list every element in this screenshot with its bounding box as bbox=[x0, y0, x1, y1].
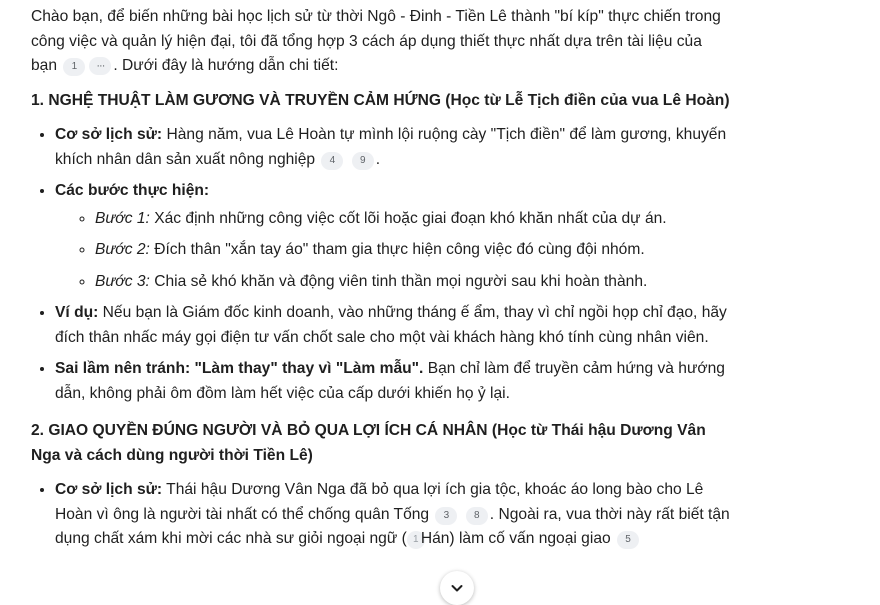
list-item-example bbox=[55, 301, 731, 350]
citation-chip[interactable]: 4 bbox=[321, 152, 343, 170]
bullet-text: Thái hậu Dương Vân Nga đã bỏ qua lợi ích gia tộc, khoác áo long bào cho Lê Hoàn vì ông là người tài nhất có thể chống quân Tống bbox=[55, 481, 704, 523]
list-item-steps bbox=[55, 179, 731, 294]
section-2-heading: 2. GIAO QUYỀN ĐÚNG NGƯỜI VÀ BỎ QUA LỢI ÍCH CÁ NHÂN (Học từ Thái hậu Dương Vân Nga và cách dùng người thời Tiền Lê) bbox=[31, 422, 706, 464]
bullet-text: . Ngoài ra, vua thời này rất biết tận dụng chất xám khi mời các nhà sư giỏi ngoại ngữ ( bbox=[55, 505, 730, 547]
step-item bbox=[95, 207, 731, 232]
bullet-text-end: . bbox=[375, 150, 381, 168]
list-item-mistake bbox=[55, 357, 731, 406]
bullet-label: Cơ sở lịch sử: bbox=[55, 481, 163, 498]
citation-chip[interactable]: 3 bbox=[435, 507, 457, 525]
bullet-text: Hàng năm, vua Lê Hoàn tự mình lội ruộng cày "Tịch điền" để làm gương, khuyến khích nhân dân sản xuất nông nghiệp bbox=[55, 126, 727, 168]
bullet-label: Các bước thực hiện: bbox=[55, 182, 210, 199]
section-1-list bbox=[31, 123, 731, 406]
section-1-heading: 1. NGHỆ THUẬT LÀM GƯƠNG VÀ TRUYỀN CẢM HỨNG (Học từ Lễ Tịch điền của vua Lê Hoàn) bbox=[31, 91, 730, 109]
step-item bbox=[95, 270, 731, 295]
bullet-label: Cơ sở lịch sử: bbox=[55, 126, 163, 143]
step-label: Bước 3: bbox=[95, 272, 150, 290]
step-text: Xác định những công việc cốt lõi hoặc giai đoạn khó khăn nhất của dự án. bbox=[149, 209, 667, 227]
bullet-label: Ví dụ: bbox=[55, 304, 99, 321]
chevron-down-icon bbox=[449, 580, 465, 596]
intro-text: Chào bạn, để biến những bài học lịch sử từ thời Ngô - Đinh - Tiền Lê thành "bí kíp" thực chiến trong công việc và quản lý hiện đại, tôi đã tổng hợp 3 cách áp dụng thiết thực nhất dựa trên tài liệu của bạn bbox=[31, 8, 721, 74]
citation-chip[interactable]: 8 bbox=[466, 507, 488, 525]
list-item-basis bbox=[55, 123, 731, 172]
citation-chip[interactable]: 9 bbox=[352, 152, 374, 170]
steps-sublist bbox=[55, 207, 731, 295]
response-content bbox=[31, 5, 731, 559]
intro-text-end: . Dưới đây là hướng dẫn chi tiết: bbox=[113, 57, 339, 74]
step-label: Bước 1: bbox=[95, 209, 150, 227]
step-text: Chia sẻ khó khăn và động viên tinh thần mọi người sau khi hoàn thành. bbox=[149, 272, 648, 290]
scroll-down-button[interactable] bbox=[440, 571, 474, 605]
bullet-label: Sai lầm nên tránh: "Làm thay" thay vì "Làm mẫu". bbox=[55, 360, 424, 377]
list-item-basis bbox=[55, 478, 731, 552]
intro-paragraph bbox=[31, 5, 731, 79]
bullet-text: Nếu bạn là Giám đốc kinh doanh, vào những tháng ế ẩm, thay vì chỉ ngồi họp chỉ đạo, hãy đích thân nhấc máy gọi điện tư vấn chốt sale cho một vài khách hàng khó tính cùng nhân viên. bbox=[55, 304, 727, 346]
bullet-text: Hán) làm cố vấn ngoại giao bbox=[420, 530, 611, 547]
citation-chip[interactable]: 1 bbox=[63, 58, 85, 76]
bullet-text: Bạn chỉ làm để truyền cảm hứng và hướng dẫn, không phải ôm đồm làm hết việc của cấp dưới khiến họ ỷ lại. bbox=[55, 360, 725, 402]
citation-chip[interactable]: 1 bbox=[407, 531, 425, 549]
step-label: Bước 2: bbox=[95, 241, 150, 258]
section-2-list bbox=[31, 478, 731, 552]
citation-more-chip[interactable]: ··· bbox=[89, 57, 111, 75]
citation-chip[interactable]: 5 bbox=[617, 531, 639, 549]
step-text: Đích thân "xắn tay áo" tham gia thực hiện công việc đó cùng đội nhóm. bbox=[149, 241, 645, 258]
step-item bbox=[95, 238, 731, 263]
